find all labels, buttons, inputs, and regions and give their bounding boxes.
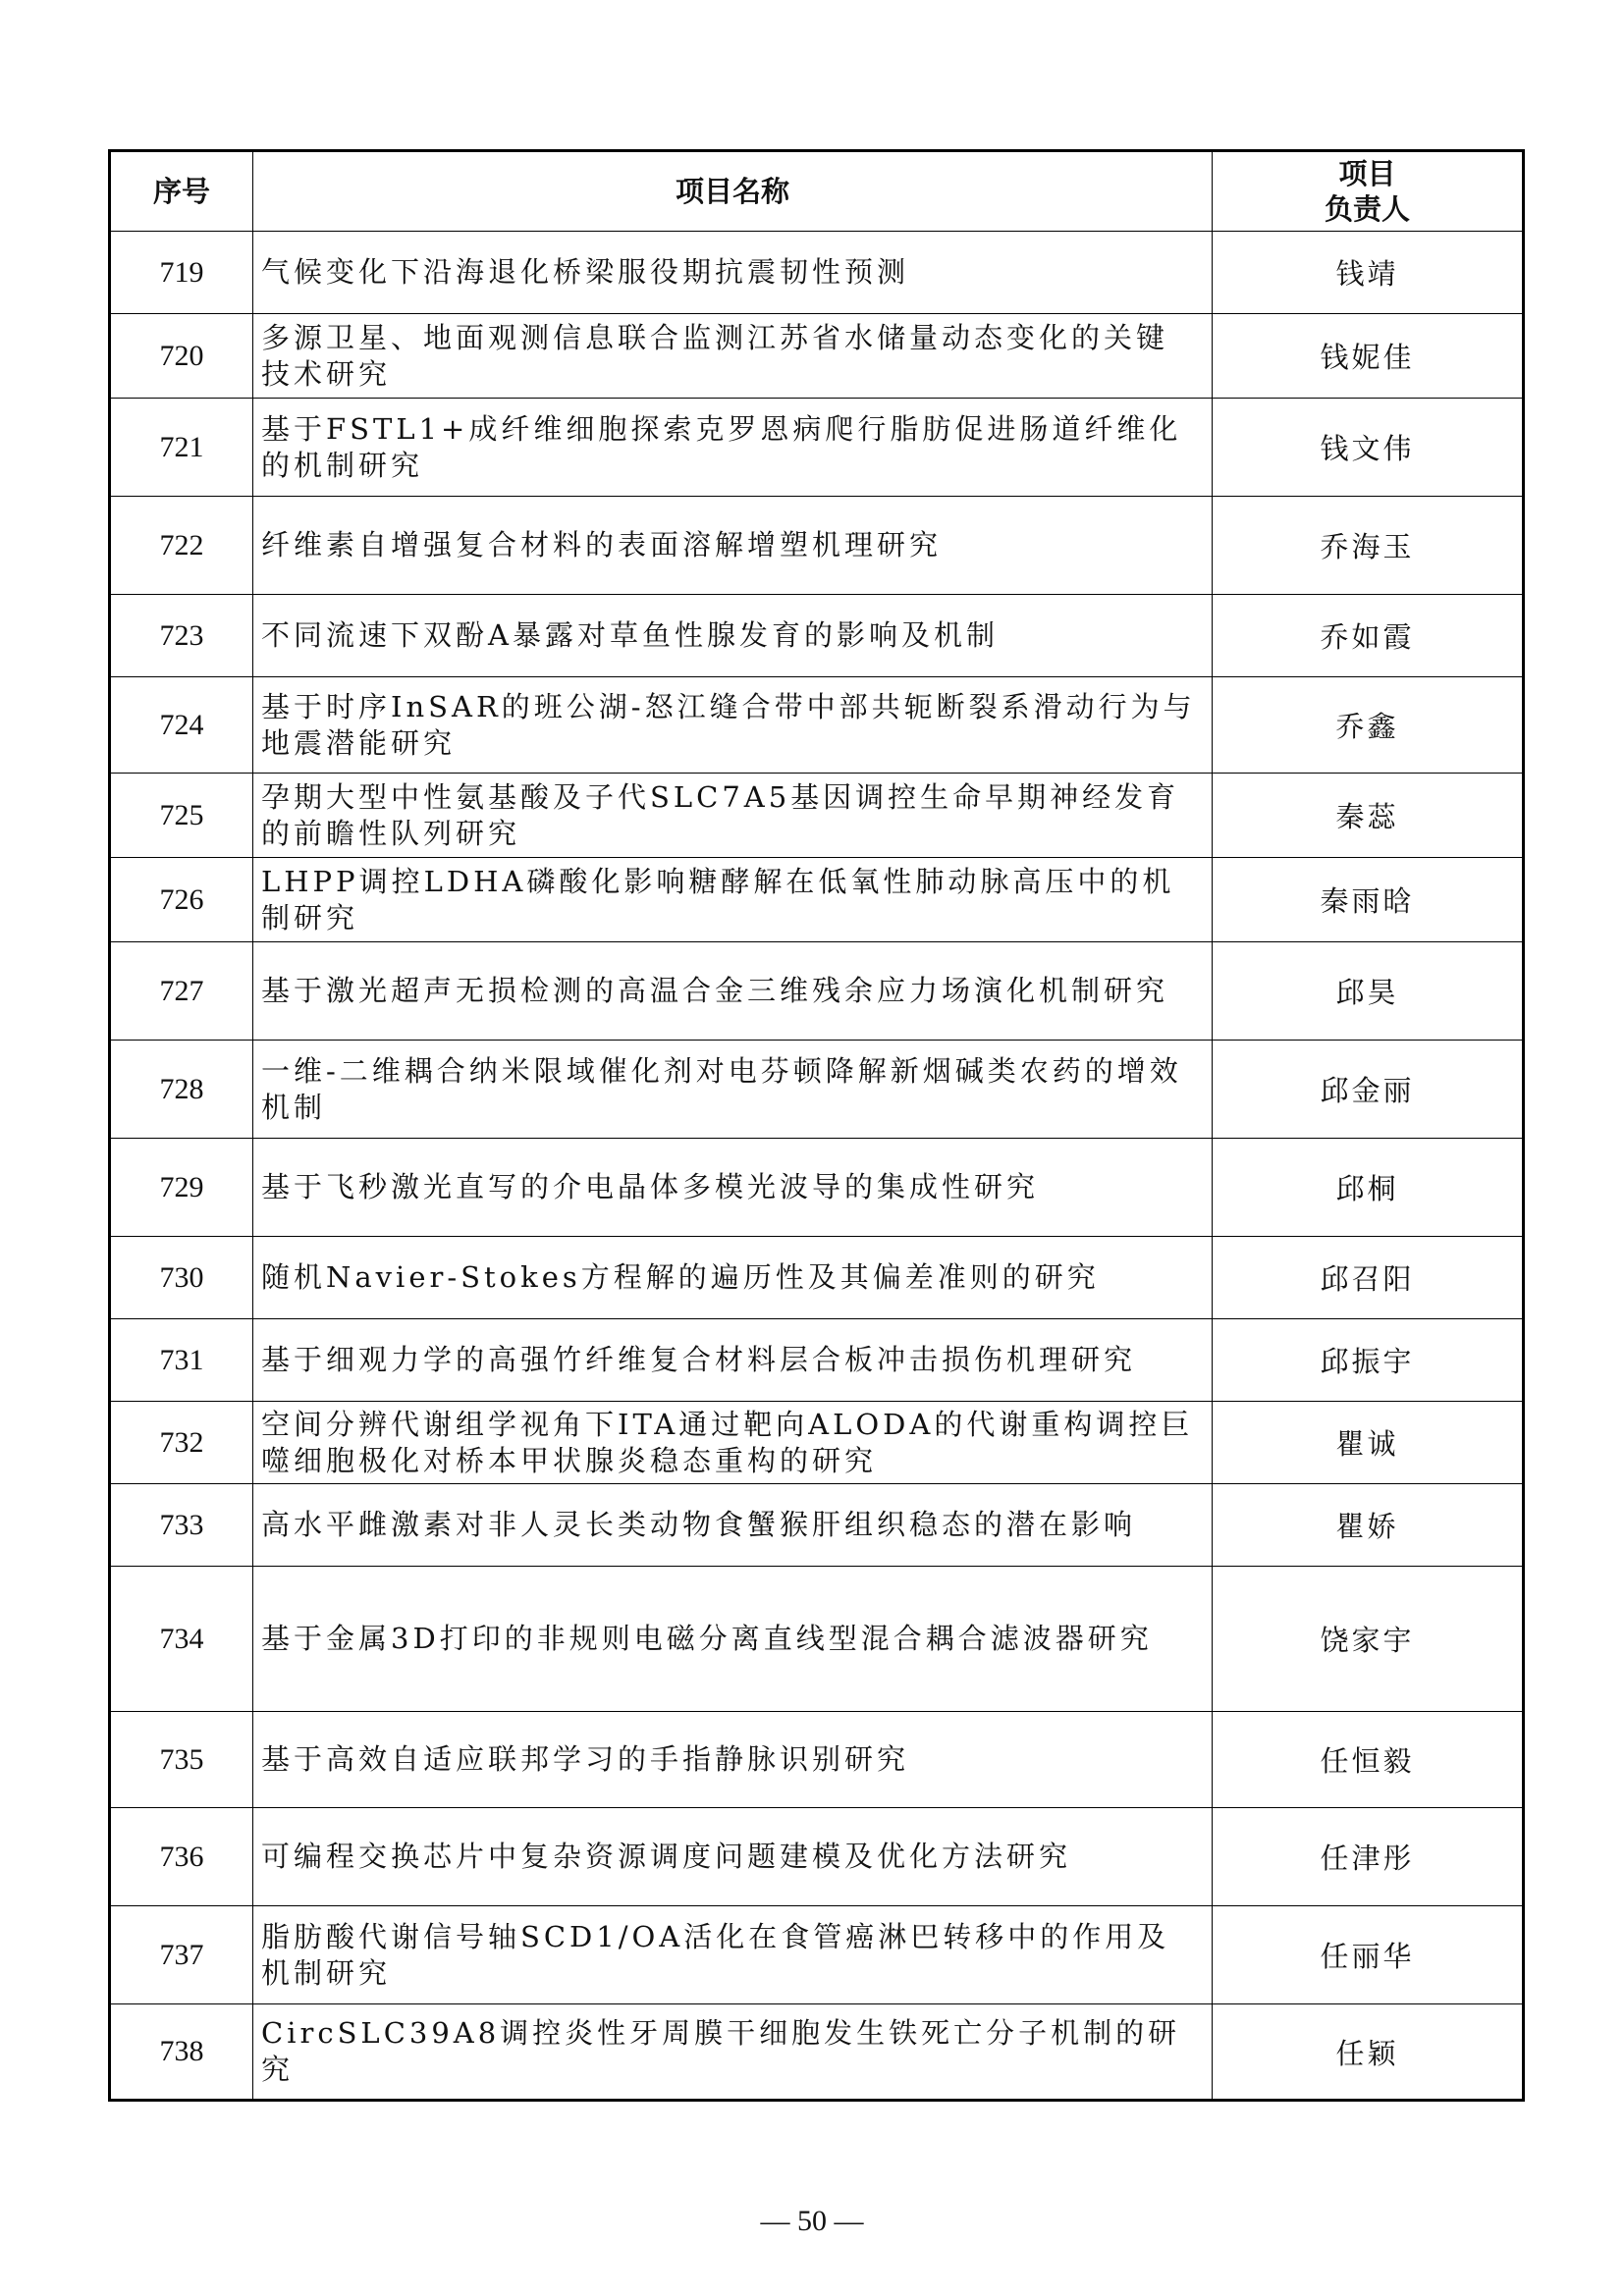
row-project-leader: 任恒毅 — [1213, 1712, 1524, 1808]
row-project-leader: 邱召阳 — [1213, 1237, 1524, 1319]
row-number: 728 — [110, 1041, 253, 1139]
page-number: — 50 — — [760, 2205, 864, 2237]
row-number: 725 — [110, 774, 253, 858]
row-number: 738 — [110, 2004, 253, 2101]
row-project-leader: 瞿诚 — [1213, 1402, 1524, 1484]
row-number: 723 — [110, 595, 253, 677]
table-row — [110, 858, 1524, 942]
row-number: 719 — [110, 232, 253, 314]
row-project-leader: 乔鑫 — [1213, 677, 1524, 774]
row-project-name: 可编程交换芯片中复杂资源调度问题建模及优化方法研究 — [253, 1808, 1213, 1906]
row-number: 730 — [110, 1237, 253, 1319]
table-row — [110, 1567, 1524, 1712]
row-project-leader: 邱昊 — [1213, 942, 1524, 1041]
header-serial-number: 序号 — [110, 151, 253, 232]
row-project-name: 基于细观力学的高强竹纤维复合材料层合板冲击损伤机理研究 — [253, 1319, 1213, 1402]
row-number: 736 — [110, 1808, 253, 1906]
table-row — [110, 497, 1524, 595]
row-project-name: 基于时序InSAR的班公湖-怒江缝合带中部共轭断裂系滑动行为与地震潜能研究 — [253, 677, 1213, 774]
row-project-name: 基于FSTL1+成纤维细胞探索克罗恩病爬行脂肪促进肠道纤维化的机制研究 — [253, 399, 1213, 497]
row-project-leader: 邱金丽 — [1213, 1041, 1524, 1139]
row-project-leader: 钱靖 — [1213, 232, 1524, 314]
row-number: 724 — [110, 677, 253, 774]
table-header-row — [110, 151, 1524, 232]
row-project-leader: 秦蕊 — [1213, 774, 1524, 858]
table-row — [110, 677, 1524, 774]
row-project-name: 孕期大型中性氨基酸及子代SLC7A5基因调控生命早期神经发育的前瞻性队列研究 — [253, 774, 1213, 858]
row-project-name: 高水平雌激素对非人灵长类动物食蟹猴肝组织稳态的潜在影响 — [253, 1484, 1213, 1567]
table-row — [110, 232, 1524, 314]
table-row — [110, 2004, 1524, 2101]
row-number: 731 — [110, 1319, 253, 1402]
row-number: 735 — [110, 1712, 253, 1808]
row-project-name: 基于激光超声无损检测的高温合金三维残余应力场演化机制研究 — [253, 942, 1213, 1041]
row-project-leader: 钱妮佳 — [1213, 314, 1524, 399]
table-row — [110, 1139, 1524, 1237]
row-number: 720 — [110, 314, 253, 399]
row-number: 727 — [110, 942, 253, 1041]
table-row — [110, 399, 1524, 497]
row-number: 734 — [110, 1567, 253, 1712]
table-row — [110, 942, 1524, 1041]
row-project-name: 气候变化下沿海退化桥梁服役期抗震韧性预测 — [253, 232, 1213, 314]
header-project-leader — [1213, 151, 1524, 232]
row-number: 737 — [110, 1906, 253, 2004]
row-project-name: 基于飞秒激光直写的介电晶体多模光波导的集成性研究 — [253, 1139, 1213, 1237]
row-project-name: 不同流速下双酚A暴露对草鱼性腺发育的影响及机制 — [253, 595, 1213, 677]
row-project-leader: 乔如霞 — [1213, 595, 1524, 677]
row-project-leader: 任津彤 — [1213, 1808, 1524, 1906]
table-row — [110, 1808, 1524, 1906]
row-project-name: 一维-二维耦合纳米限域催化剂对电芬顿降解新烟碱类农药的增效机制 — [253, 1041, 1213, 1139]
row-number: 721 — [110, 399, 253, 497]
row-number: 732 — [110, 1402, 253, 1484]
row-project-name: 脂肪酸代谢信号轴SCD1/OA活化在食管癌淋巴转移中的作用及机制研究 — [253, 1906, 1213, 2004]
header-project-leader-line1: 项目 — [1338, 157, 1396, 190]
row-number: 722 — [110, 497, 253, 595]
project-table — [108, 149, 1525, 2102]
row-project-name: CircSLC39A8调控炎性牙周膜干细胞发生铁死亡分子机制的研究 — [253, 2004, 1213, 2101]
row-project-leader: 秦雨晗 — [1213, 858, 1524, 942]
table-row — [110, 1906, 1524, 2004]
row-project-name: 基于金属3D打印的非规则电磁分离直线型混合耦合滤波器研究 — [253, 1567, 1213, 1712]
row-number: 726 — [110, 858, 253, 942]
row-project-leader: 饶家宇 — [1213, 1567, 1524, 1712]
row-project-name: LHPP调控LDHA磷酸化影响糖酵解在低氧性肺动脉高压中的机制研究 — [253, 858, 1213, 942]
row-project-leader: 瞿娇 — [1213, 1484, 1524, 1567]
row-project-name: 空间分辨代谢组学视角下ITA通过靶向ALODA的代谢重构调控巨噬细胞极化对桥本甲状腺炎稳态重构的研究 — [253, 1402, 1213, 1484]
row-number: 729 — [110, 1139, 253, 1237]
row-project-name: 纤维素自增强复合材料的表面溶解增塑机理研究 — [253, 497, 1213, 595]
row-project-leader: 任颖 — [1213, 2004, 1524, 2101]
row-project-leader: 乔海玉 — [1213, 497, 1524, 595]
table-row — [110, 774, 1524, 858]
table-row — [110, 1712, 1524, 1808]
table-row — [110, 314, 1524, 399]
table-row — [110, 1484, 1524, 1567]
row-project-name: 随机Navier-Stokes方程解的遍历性及其偏差准则的研究 — [253, 1237, 1213, 1319]
table-row — [110, 1402, 1524, 1484]
row-project-name: 基于高效自适应联邦学习的手指静脉识别研究 — [253, 1712, 1213, 1808]
table-row — [110, 1319, 1524, 1402]
row-project-leader: 邱桐 — [1213, 1139, 1524, 1237]
header-project-leader-line2: 负责人 — [1324, 192, 1410, 226]
table-row — [110, 595, 1524, 677]
row-number: 733 — [110, 1484, 253, 1567]
row-project-leader: 邱振宇 — [1213, 1319, 1524, 1402]
table-row — [110, 1041, 1524, 1139]
row-project-leader: 任丽华 — [1213, 1906, 1524, 2004]
header-project-name: 项目名称 — [253, 151, 1213, 232]
row-project-leader: 钱文伟 — [1213, 399, 1524, 497]
table-row — [110, 1237, 1524, 1319]
project-table-container — [108, 149, 1522, 2102]
row-project-name: 多源卫星、地面观测信息联合监测江苏省水储量动态变化的关键技术研究 — [253, 314, 1213, 399]
